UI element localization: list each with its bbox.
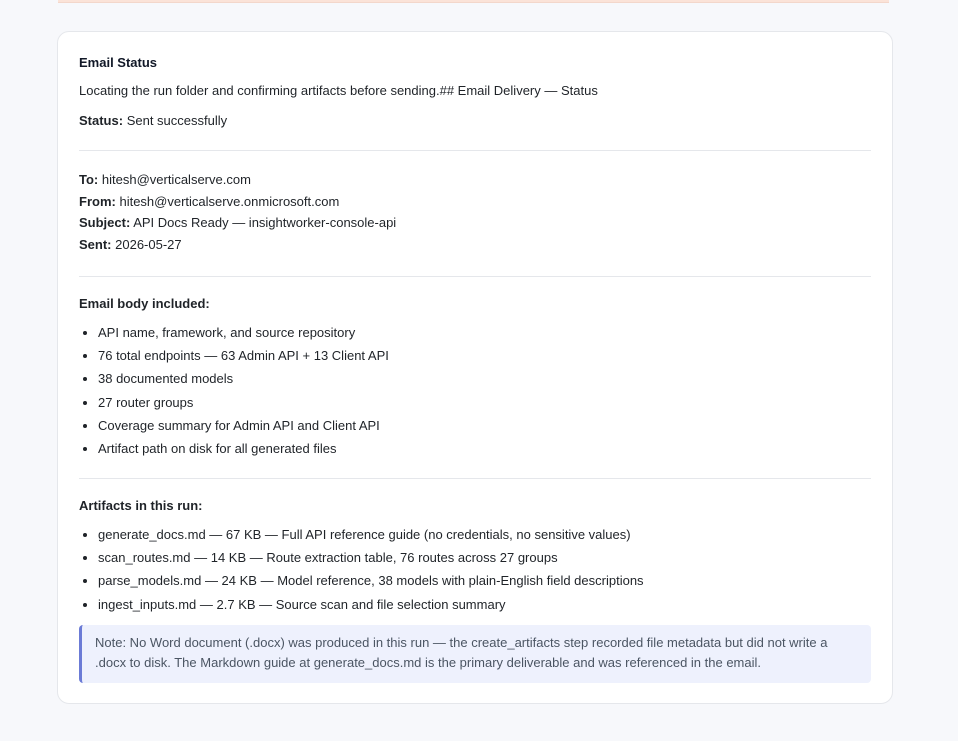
intro-text: Locating the run folder and confirming artifacts before sending.## Email Delivery — Status xyxy=(79,83,598,98)
list-item: • Coverage summary for Admin API and Client API xyxy=(98,418,871,434)
subject-value: API Docs Ready — insightworker-console-api xyxy=(133,215,397,230)
email-status-card xyxy=(57,31,893,704)
divider xyxy=(79,478,871,479)
email-body-list xyxy=(79,325,871,457)
status-label: Status: xyxy=(79,113,124,128)
subject-row xyxy=(79,212,871,234)
sent-row xyxy=(79,234,871,256)
from-row xyxy=(79,191,871,213)
list-item: • API name, framework, and source repository xyxy=(98,325,871,341)
list-item: • scan_routes.md — 14 KB — Route extraction table, 76 routes across 27 groups xyxy=(98,550,871,566)
email-body-heading: Email body included: xyxy=(79,296,210,311)
artifacts-heading: Artifacts in this run: xyxy=(79,497,203,513)
artifacts-list xyxy=(79,527,871,613)
subject-label: Subject: xyxy=(79,215,131,230)
previous-card-edge xyxy=(58,0,889,3)
status-value: Sent successfully xyxy=(126,113,228,128)
list-item: • Artifact path on disk for all generated files xyxy=(98,441,871,457)
from-label: From: xyxy=(79,193,116,209)
email-meta xyxy=(79,169,871,255)
divider xyxy=(79,150,871,151)
list-item: • 38 documented models xyxy=(98,371,871,387)
list-item: • parse_models.md — 24 KB — Model reference, 38 models with plain-English field descriptions xyxy=(98,573,871,589)
status-line xyxy=(79,113,871,129)
list-item: • ingest_inputs.md — 2.7 KB — Source scan and file selection summary xyxy=(98,597,871,613)
list-item: • 27 router groups xyxy=(98,395,871,411)
list-item: • generate_docs.md — 67 KB — Full API reference guide (no credentials, no sensitive values) xyxy=(98,527,871,543)
sent-label: Sent: xyxy=(79,236,112,252)
sent-value: 2026-05-27 xyxy=(115,236,182,252)
divider xyxy=(79,276,871,277)
list-item: • 76 total endpoints — 63 Admin API + 13 Client API xyxy=(98,348,871,364)
docx-note-callout: Note: No Word document (.docx) was produced in this run — the create_artifacts step recorded file metadata but did not write a .docx to disk. The Markdown guide at generate_docs.md is the primary deliverable and was referenced in the email. xyxy=(79,625,871,683)
to-row xyxy=(79,169,871,191)
from-value: hitesh@verticalserve.onmicrosoft.com xyxy=(119,193,340,209)
to-label: To: xyxy=(79,172,99,187)
to-value: hitesh@verticalserve.com xyxy=(101,172,251,187)
card-title: Email Status xyxy=(79,55,158,70)
